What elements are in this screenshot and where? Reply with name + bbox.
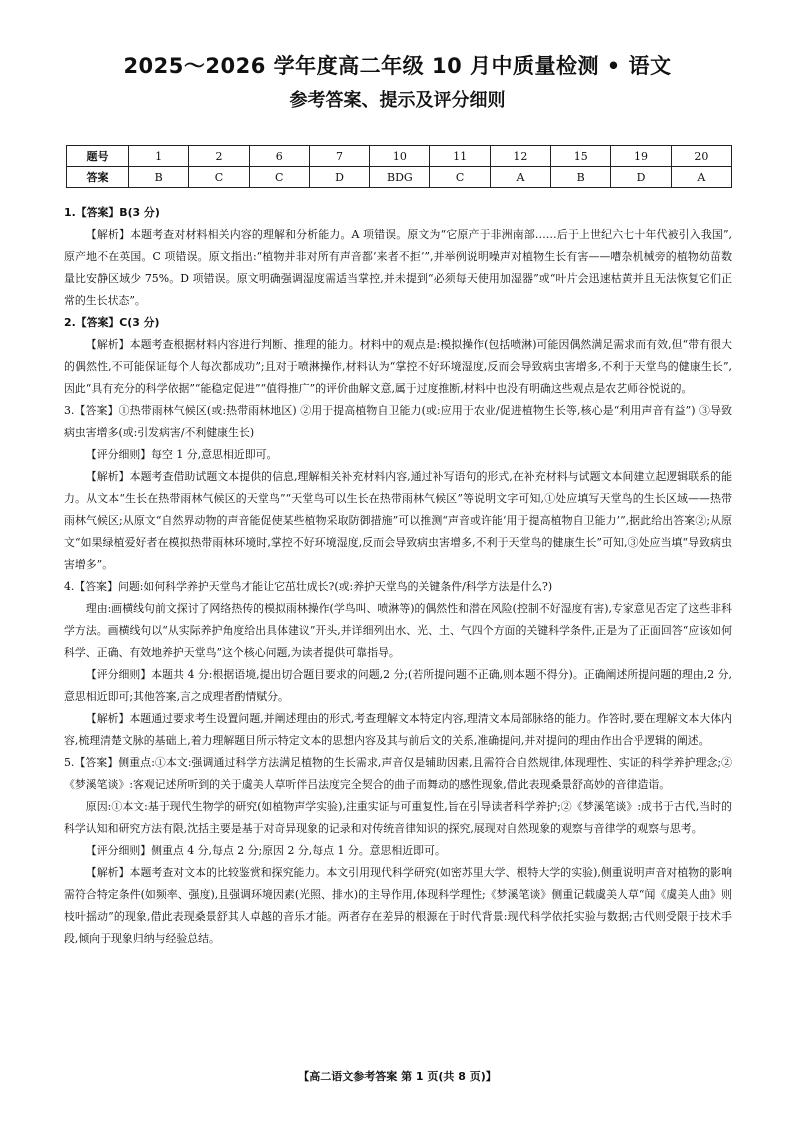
answer-cell: D bbox=[309, 167, 369, 188]
q3-analysis: 【解析】本题考查借助试题文本提供的信息,理解相关补充材料内容,通过补写语句的形式,在补充材料与试题文本间建立起逻辑联系的能力。从文本“生长在热带雨林气候区的天堂鸟”“天堂鸟可以生长在热带雨林气候区”等说明文字可知,①处应填写天堂鸟的生长区域——热带雨林气候区;从原文“自然界动物的声音能促使某些植物采取防御措施”可以推测“声音或许能‘用于提高植物自卫能力’”,据此给出答案②;从原文“如果绿植爱好者在模拟热带雨林环境时,掌控不好环境湿度,反而会导致病虫害增多,不利于天堂鸟的健康生长”可知,③处应当填“导致病虫害增多”。 bbox=[64, 470, 732, 571]
question-number: 20 bbox=[671, 146, 731, 167]
answer-cell: BDG bbox=[370, 167, 430, 188]
question-number: 11 bbox=[430, 146, 490, 167]
answer-cell: C bbox=[249, 167, 309, 188]
answer-cell: A bbox=[490, 167, 550, 188]
row-label-answer: 答案 bbox=[67, 167, 129, 188]
question-number: 10 bbox=[370, 146, 430, 167]
q4-analysis: 【解析】本题通过要求考生设置问题,并阐述理由的形式,考查理解文本特定内容,理清文本局部脉络的能力。作答时,要在理解文本大体内容,梳理清楚文脉的基础上,着力理解题目所示特定文本的思想内容及其与前后文的关系,准确提问,并对提问的理由作出合乎逻辑的阐述。 bbox=[64, 712, 732, 747]
q1-answer: 1.【答案】B(3 分) bbox=[64, 206, 160, 219]
row-label-number: 题号 bbox=[67, 146, 129, 167]
q4-reason: 理由:画横线句前文探讨了网络热传的模拟雨林操作(学鸟叫、喷淋等)的偶然性和潜在风险(控制不好湿度有害),专家意见否定了这些非科学方法。画横线句以“从实际养护角度给出具体建议”开头,并详细列出水、光、土、气四个方面的关键科学条件,正是为了正面回答“应该如何科学、正确、有效地养护天堂鸟”这个核心问题,为读者提供可靠指导。 bbox=[64, 602, 732, 659]
q2-answer: 2.【答案】C(3 分) bbox=[64, 316, 160, 329]
question-number: 7 bbox=[309, 146, 369, 167]
question-number: 2 bbox=[189, 146, 249, 167]
document-title: 2025～2026 学年度高二年级 10 月中质量检测 • 语文 bbox=[123, 54, 672, 78]
q3-answer: 3.【答案】①热带雨林气候区(或:热带雨林地区) ②用于提高植物自卫能力(或:应用于农业/促进植物生长等,核心是“利用声音有益”) ③导致病虫害增多(或:引发病害/不利健康生长) bbox=[64, 404, 732, 439]
question-number: 12 bbox=[490, 146, 550, 167]
answer-cell: C bbox=[189, 167, 249, 188]
q4-answer: 4.【答案】问题:如何科学养护天堂鸟才能让它茁壮成长?(或:养护天堂鸟的关键条件/科学方法是什么?) bbox=[64, 580, 553, 593]
document-subtitle: 参考答案、提示及评分细则 bbox=[289, 90, 506, 111]
question-number: 19 bbox=[611, 146, 671, 167]
answer-cell: C bbox=[430, 167, 490, 188]
q5-scoring: 【评分细则】侧重点 4 分,每点 2 分;原因 2 分,每点 1 分。意思相近即可。 bbox=[85, 844, 446, 857]
q4-scoring: 【评分细则】本题共 4 分:根据语境,提出切合题目要求的问题,2 分;(若所提问题不正确,则本题不得分)。正确阐述所提问题的理由,2 分,意思相近即可;其他答案,言之成理者酌情赋分。 bbox=[64, 668, 732, 703]
q5-answer: 5.【答案】侧重点:①本文:强调通过科学方法满足植物的生长需求,声音仅是辅助因素,且需符合自然规律,体现理性、实证的科学养护理念;②《梦溪笔谈》:客观记述所听到的关于虞美人草听伴吕法度完全契合的曲子而舞动的感性现象,借此表现桑景舒高妙的音律造诣。 bbox=[64, 756, 732, 791]
answer-table bbox=[66, 145, 732, 188]
table-row-numbers bbox=[67, 146, 732, 167]
table-row-answers bbox=[67, 167, 732, 188]
answer-explanations bbox=[64, 202, 732, 950]
page-footer: 【高二语文参考答案 第 1 页(共 8 页)】 bbox=[298, 1070, 497, 1083]
answer-cell: A bbox=[671, 167, 731, 188]
question-number: 1 bbox=[129, 146, 189, 167]
q5-reason: 原因:①本文:基于现代生物学的研究(如植物声学实验),注重实证与可重复性,旨在引导读者科学养护;②《梦溪笔谈》:成书于古代,当时的科学认知和研究方法有限,沈括主要是基于对奇异现象的记录和对传统音律知识的探究,展现对自然现象的观察与音律学的观察与思考。 bbox=[64, 800, 732, 835]
question-number: 15 bbox=[551, 146, 611, 167]
answer-cell: B bbox=[129, 167, 189, 188]
q2-analysis: 【解析】本题考查根据材料内容进行判断、推理的能力。材料中的观点是:模拟操作(包括喷淋)可能因偶然满足需求而有效,但“带有很大的偶然性,不可能保证每个人每次都成功”;且对于喷淋操作,材料认为“掌控不好环境湿度,反而会导致病虫害增多,不利于天堂鸟的健康生长”,因此“具有充分的科学依据”“能稳定促进”“值得推广”的评价曲解文意,属于过度推断,材料中也没有明确这些观点是农艺师谷悦说的。 bbox=[64, 338, 732, 395]
answer-cell: D bbox=[611, 167, 671, 188]
q1-analysis: 【解析】本题考查对材料相关内容的理解和分析能力。A 项错误。原文为“它原产于非洲南部……后于上世纪六七十年代被引入我国”,原产地不在英国。C 项错误。原文指出:“植物并非对所有声音都‘来者不拒’”,并举例说明噪声对植物生长有害——嘈杂机械旁的植物幼苗数量比安静区域少 75%。D 项错误。原文明确强调湿度需适当掌控,并未提到“必须每天使用加湿器”或“叶片会迅速枯黄并且无法恢复它们正常的生长状态”。 bbox=[64, 228, 732, 307]
answer-cell: B bbox=[551, 167, 611, 188]
question-number: 6 bbox=[249, 146, 309, 167]
q5-analysis: 【解析】本题考查对文本的比较鉴赏和探究能力。本文引用现代科学研究(如密苏里大学、根特大学的实验),侧重说明声音对植物的影响需符合特定条件(如频率、强度),且强调环境因素(光照、排水)的主导作用,体现科学理性;《梦溪笔谈》侧重记载虞美人草“闻《虞美人曲》则枝叶摇动”的现象,借此表现桑景舒其人卓越的音乐才能。两者存在差异的根源在于时代背景:现代科学依托实验与数据;古代则受限于技术手段,倾向于现象归纳与经验总结。 bbox=[64, 866, 732, 945]
q3-scoring: 【评分细则】每空 1 分,意思相近即可。 bbox=[85, 448, 278, 461]
